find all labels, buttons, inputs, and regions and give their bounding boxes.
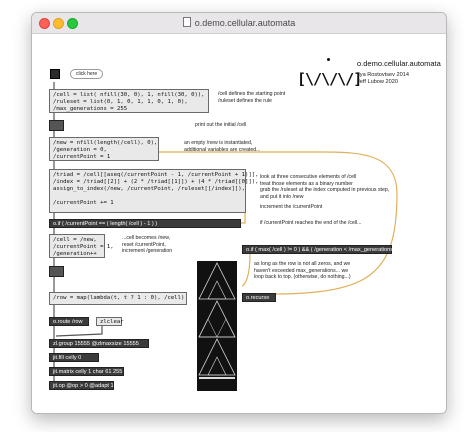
compute-message-box[interactable]: /triad = /cell[[aseq(/currentPoint - 1, /currentPoint + 1)]], /index = /triad[[2]] + (2 * /triad[[1]]) + (4 * /triad[[0]]), assign_to_index(/new, /currentPoint, /ruleset[[/index]]), /currentPoint += 1: [49, 169, 246, 213]
logo-dot: [327, 58, 330, 61]
cord-zlclear: [56, 325, 102, 336]
comment-increment: increment the /currentPoint: [260, 204, 323, 210]
zl-group-object[interactable]: zl.group 15555 @zlmaxsize 15555: [49, 339, 149, 348]
automata-output-display: [197, 261, 237, 391]
o-recurse-object[interactable]: o.recurse: [242, 293, 276, 302]
jit-fill-object[interactable]: jit.fill celly 0: [49, 353, 99, 362]
document-icon: [183, 17, 191, 27]
trigger-object[interactable]: [49, 120, 64, 131]
window-title-text: o.demo.cellular.automata: [194, 18, 296, 28]
patch-title: o.demo.cellular.automata: [357, 59, 441, 68]
comment-three-elements: look at three consecutive elements of /cell treat those elements as a binary number grab the /ruleset at the index computed in previous step, and put it into /new: [260, 174, 390, 200]
reset-message-box[interactable]: /cell = /new, /currentPoint = 1, /generation++: [49, 234, 105, 258]
comment-print-initial: print out the initial /cell: [195, 122, 247, 128]
comment-empty-new: an empty /new is instantiated, additional variables are created...: [184, 140, 261, 153]
comment-reaches-end: if /currentPoint reaches the end of the /cell...: [260, 220, 362, 226]
patcher-window: [31, 12, 447, 414]
comment-starting-point: /cell defines the starting point /ruleset defines the rule: [218, 91, 286, 104]
credits: Ilya Rostovtsev 2014 Jeff Lubow 2020: [357, 72, 409, 85]
patcher-canvas[interactable]: [32, 34, 446, 413]
bang-button[interactable]: [50, 69, 60, 79]
title-bar: [32, 13, 446, 34]
jit-matrix-object[interactable]: jit.matrix celly 1 char 61 255: [49, 367, 124, 376]
jit-op-object[interactable]: jit.op @op > 0 @adapt 1: [49, 381, 114, 390]
setup-message-box[interactable]: /new = nfill(length(/cell), 0), /generation = 0, /currentPoint = 1: [49, 137, 159, 161]
click-here-bubble: click here: [70, 69, 103, 79]
init-message-box[interactable]: /cell = list( nfill(30, 0), 1, nfill(30, 0)), /ruleset = list(0, 1, 0, 1, 1, 0, 1, 0), /max_generations = 255: [49, 89, 209, 113]
comment-cell-becomes: ...cell becomes /new, reset /currentPoint, increment /generation: [122, 235, 173, 255]
zlclear-message[interactable]: zlclear: [96, 317, 122, 326]
comment-loop-back: as long as the row is not all zeros, and we haven't exceeded max_generations... we loop back to top. (otherwise, do nothing...): [254, 261, 351, 281]
window-title: [32, 17, 446, 28]
map-message-box[interactable]: /row = map(lambda(t, t ? 1 : 0), /cell): [49, 292, 187, 305]
o-if-generation-object[interactable]: o.if ( max( /cell ) != 0 ) && ( /generation < /max_generations ): [242, 245, 392, 254]
odot-logo: [\/\/\/]: [297, 70, 362, 88]
o-if-end-object[interactable]: o.if ( /currentPoint == ( length( /cell ) - 1 ) ): [49, 219, 241, 228]
cord-to-recurse: [242, 253, 250, 286]
trigger-object-2[interactable]: [49, 266, 64, 277]
o-route-object[interactable]: o.route /row: [49, 317, 89, 326]
